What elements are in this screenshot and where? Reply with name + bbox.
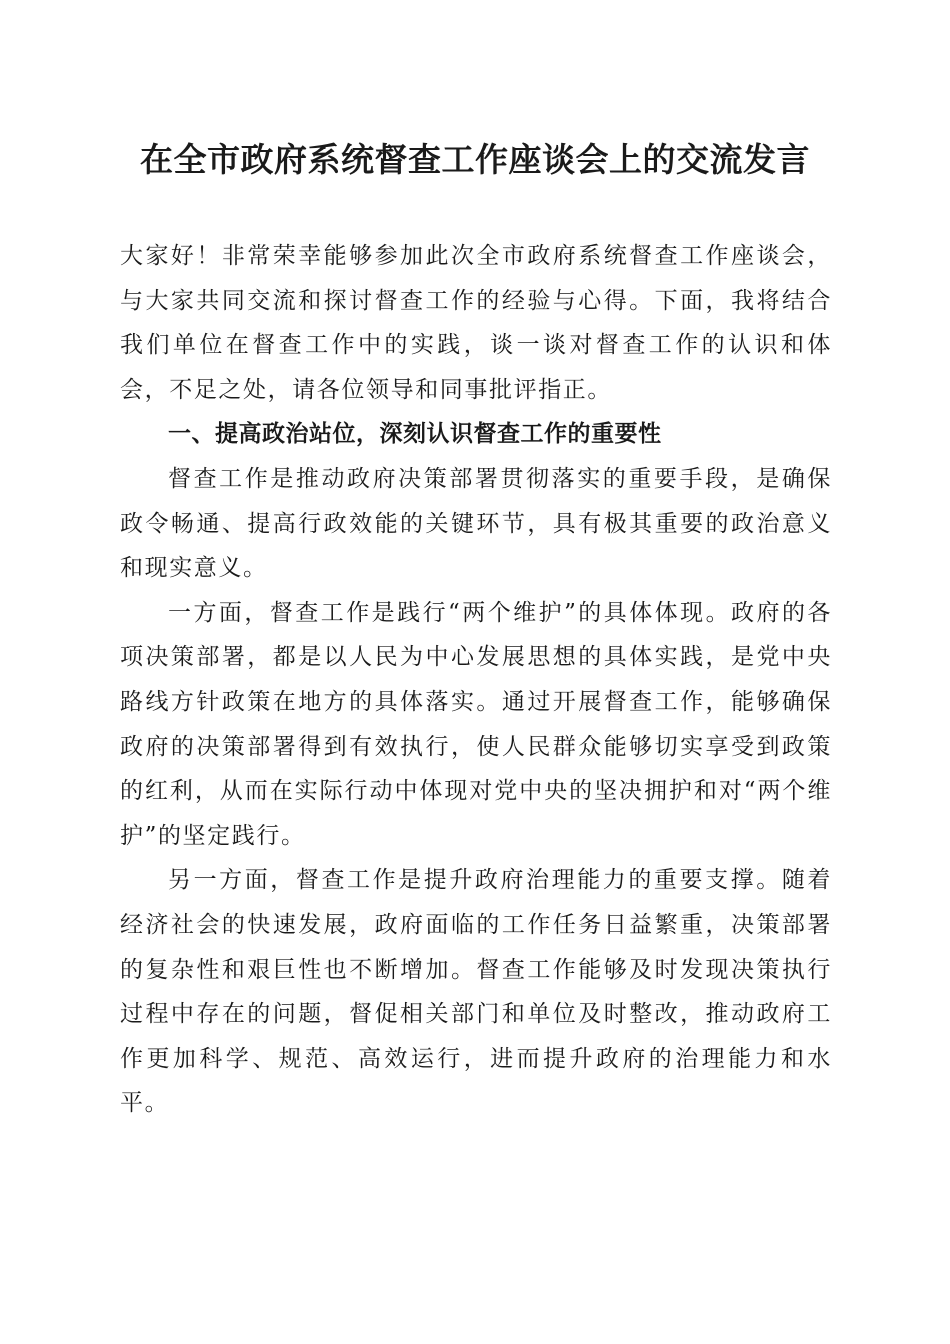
section-heading-1: 一、提高政治站位，深刻认识督查工作的重要性 [168, 421, 662, 448]
body-paragraph: 督查工作是推动政府决策部署贯彻落实的重要手段，是确保政令畅通、提高行政效能的关键环节，具有极其重要的政治意义和现实意义。 [120, 465, 832, 582]
document-title: 在全市政府系统督查工作座谈会上的交流发言 [140, 140, 810, 179]
intro-paragraph: 大家好！非常荣幸能够参加此次全市政府系统督查工作座谈会，与大家共同交流和探讨督查工作的经验与心得。下面，我将结合我们单位在督查工作中的实践，谈一谈对督查工作的认识和体会，不足之处，请各位领导和同事批评指正。 [120, 243, 832, 403]
body-paragraph: 一方面，督查工作是践行“两个维护”的具体体现。政府的各项决策部署，都是以人民为中心发展思想的具体实践，是党中央路线方针政策在地方的具体落实。通过开展督查工作，能够确保政府的决策部署得到有效执行，使人民群众能够切实享受到政策的红利，从而在实际行动中体现对党中央的坚决拥护和对“两个维护”的坚定践行。 [120, 599, 832, 849]
document-body [120, 234, 832, 1126]
body-paragraph: 另一方面，督查工作是提升政府治理能力的重要支撑。随着经济社会的快速发展，政府面临的工作任务日益繁重，决策部署的复杂性和艰巨性也不断增加。督查工作能够及时发现决策执行过程中存在的问题，督促相关部门和单位及时整改，推动政府工作更加科学、规范、高效运行，进而提升政府的治理能力和水平。 [120, 867, 832, 1117]
